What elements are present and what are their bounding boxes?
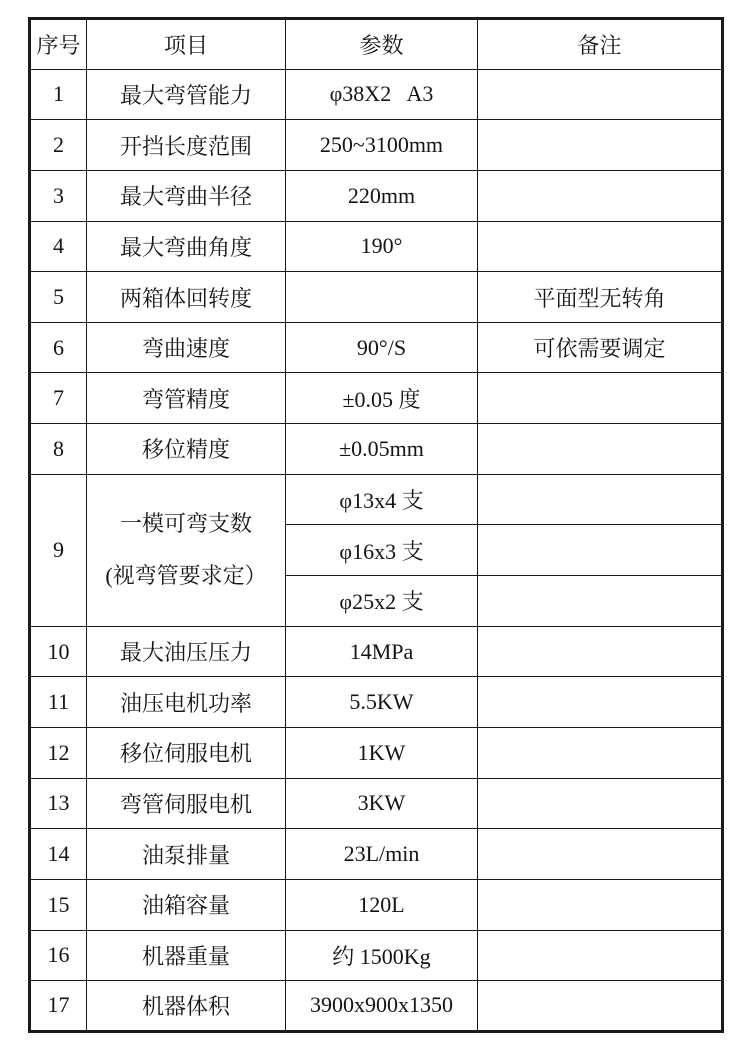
cell-no: 9	[30, 474, 87, 626]
cell-note	[478, 626, 723, 677]
cell-param: 5.5KW	[286, 677, 478, 728]
cell-note	[478, 677, 723, 728]
cell-note	[478, 170, 723, 221]
cell-item: 油箱容量	[87, 879, 286, 930]
table-row	[30, 322, 723, 373]
cell-item: 最大油压压力	[87, 626, 286, 677]
cell-no: 2	[30, 120, 87, 171]
table-row	[30, 69, 723, 120]
cell-param: 220mm	[286, 170, 478, 221]
cell-no: 16	[30, 930, 87, 981]
table-row	[30, 424, 723, 475]
cell-item: 机器体积	[87, 981, 286, 1032]
cell-no: 15	[30, 879, 87, 930]
cell-no: 4	[30, 221, 87, 272]
cell-param: 23L/min	[286, 829, 478, 880]
cell-no: 5	[30, 272, 87, 323]
table-row	[30, 170, 723, 221]
cell-param: ±0.05mm	[286, 424, 478, 475]
cell-param: φ13x4 支	[286, 474, 478, 525]
cell-param: 3KW	[286, 778, 478, 829]
item-line: (视弯管要求定）	[105, 563, 267, 589]
table-row	[30, 879, 723, 930]
cell-param: φ16x3 支	[286, 525, 478, 576]
cell-item: 开挡长度范围	[87, 120, 286, 171]
cell-param: φ38X2 A3	[286, 69, 478, 120]
cell-no: 10	[30, 626, 87, 677]
cell-param: 3900x900x1350	[286, 981, 478, 1032]
cell-param: 90°/S	[286, 322, 478, 373]
cell-note	[478, 879, 723, 930]
cell-param: 120L	[286, 879, 478, 930]
cell-no: 17	[30, 981, 87, 1032]
cell-item: 弯曲速度	[87, 322, 286, 373]
cell-param: 约 1500Kg	[286, 930, 478, 981]
cell-item: 最大弯曲角度	[87, 221, 286, 272]
cell-note	[478, 424, 723, 475]
cell-item: 油泵排量	[87, 829, 286, 880]
cell-item	[87, 474, 286, 626]
cell-note	[478, 373, 723, 424]
cell-note	[478, 981, 723, 1032]
cell-note	[478, 727, 723, 778]
cell-item: 最大弯管能力	[87, 69, 286, 120]
cell-note	[478, 120, 723, 171]
cell-item: 油压电机功率	[87, 677, 286, 728]
cell-item: 移位伺服电机	[87, 727, 286, 778]
table-row	[30, 981, 723, 1032]
cell-param: 190°	[286, 221, 478, 272]
table-row	[30, 677, 723, 728]
table-row	[30, 120, 723, 171]
table-row	[30, 778, 723, 829]
cell-no: 3	[30, 170, 87, 221]
cell-param: 250~3100mm	[286, 120, 478, 171]
table-row	[30, 474, 723, 525]
cell-note: 平面型无转角	[478, 272, 723, 323]
cell-note	[478, 576, 723, 627]
cell-note	[478, 778, 723, 829]
table-row	[30, 930, 723, 981]
header-param: 参数	[286, 19, 478, 70]
spec-table	[28, 17, 724, 1033]
cell-note	[478, 525, 723, 576]
cell-note	[478, 474, 723, 525]
cell-param: 14MPa	[286, 626, 478, 677]
cell-item: 弯管精度	[87, 373, 286, 424]
item-line: 一模可弯支数	[119, 511, 252, 537]
spec-table-body	[30, 69, 723, 1031]
table-row	[30, 727, 723, 778]
cell-item: 移位精度	[87, 424, 286, 475]
cell-no: 6	[30, 322, 87, 373]
table-row	[30, 626, 723, 677]
header-row	[30, 19, 723, 70]
cell-no: 14	[30, 829, 87, 880]
cell-item: 机器重量	[87, 930, 286, 981]
cell-no: 13	[30, 778, 87, 829]
table-row	[30, 272, 723, 323]
cell-no: 8	[30, 424, 87, 475]
cell-no: 7	[30, 373, 87, 424]
cell-note	[478, 221, 723, 272]
table-row	[30, 221, 723, 272]
cell-note	[478, 930, 723, 981]
cell-note	[478, 829, 723, 880]
cell-no: 11	[30, 677, 87, 728]
table-row	[30, 829, 723, 880]
cell-param: 1KW	[286, 727, 478, 778]
cell-item: 两箱体回转度	[87, 272, 286, 323]
header-item: 项目	[87, 19, 286, 70]
cell-note	[478, 69, 723, 120]
cell-item: 最大弯曲半径	[87, 170, 286, 221]
cell-no: 1	[30, 69, 87, 120]
cell-item: 弯管伺服电机	[87, 778, 286, 829]
header-note: 备注	[478, 19, 723, 70]
cell-param: ±0.05 度	[286, 373, 478, 424]
cell-note: 可依需要调定	[478, 322, 723, 373]
cell-no: 12	[30, 727, 87, 778]
cell-param: φ25x2 支	[286, 576, 478, 627]
header-no: 序号	[30, 19, 87, 70]
table-row	[30, 373, 723, 424]
cell-param	[286, 272, 478, 323]
